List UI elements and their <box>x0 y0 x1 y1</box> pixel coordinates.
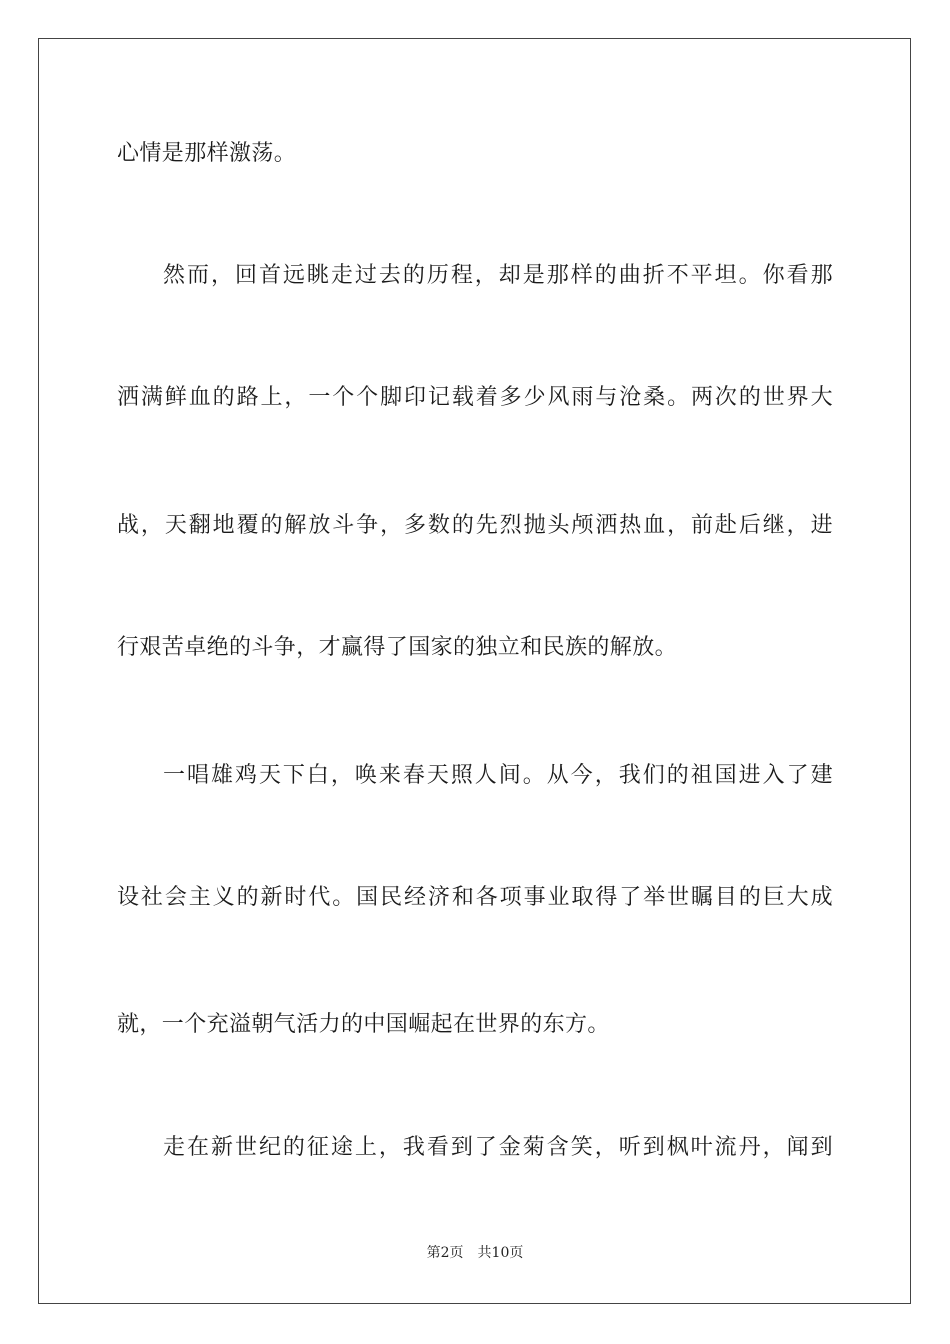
text-line: 行艰苦卓绝的斗争，才赢得了国家的独立和民族的解放。 <box>117 635 678 660</box>
text-line: 就，一个充溢朝气活力的中国崛起在世界的东方。 <box>117 1012 610 1037</box>
paragraph-start-line: 一唱雄鸡天下白，唤来春天照人间。从今，我们的祖国进入了建 <box>163 763 833 788</box>
page-footer <box>0 1243 950 1263</box>
page-border <box>38 38 911 1304</box>
text-line: 心情是那样激荡。 <box>117 141 297 166</box>
paragraph-start-line: 然而，回首远眺走过去的历程，却是那样的曲折不平坦。你看那 <box>163 263 833 288</box>
page-total: 共10页 <box>477 1245 524 1261</box>
text-line: 设社会主义的新时代。国民经济和各项事业取得了举世瞩目的巨大成 <box>117 885 833 910</box>
text-line: 洒满鲜血的路上，一个个脚印记载着多少风雨与沧桑。两次的世界大 <box>117 385 833 410</box>
paragraph-start-line: 走在新世纪的征途上，我看到了金菊含笑，听到枫叶流丹，闻到 <box>163 1135 833 1160</box>
page-number: 第2页 <box>426 1245 464 1261</box>
text-line: 战，天翻地覆的解放斗争，多数的先烈抛头颅洒热血，前赴后继，进 <box>117 513 833 538</box>
